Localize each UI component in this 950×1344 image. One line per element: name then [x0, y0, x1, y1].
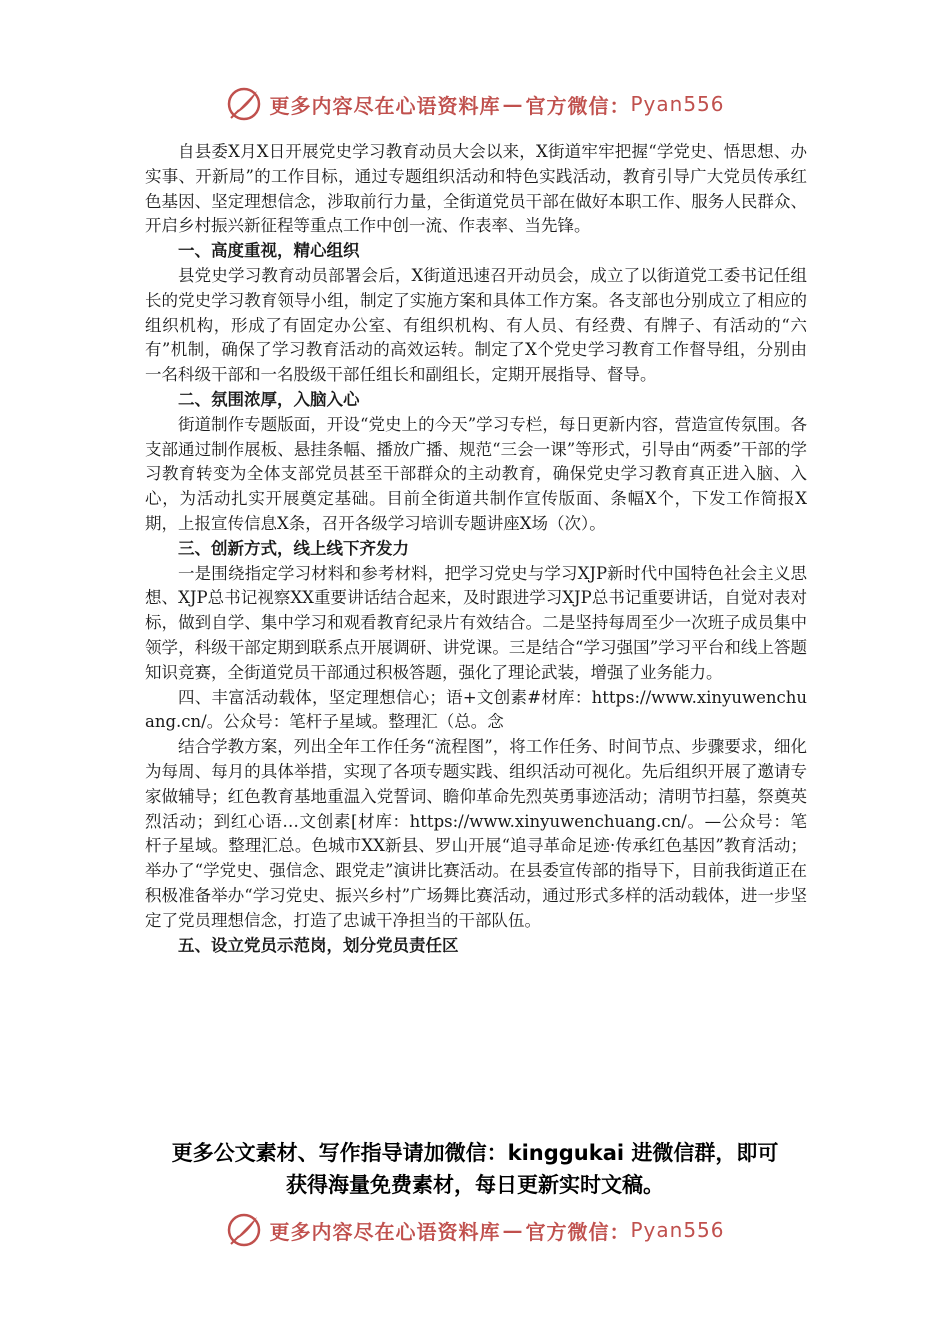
- section-2-paragraph: 街道制作专题版面，开设“党史上的今天”学习专栏，每日更新内容，营造宣传氛围。各支部通过制作展板、悬挂条幅、播放广播、规范“三会一课”等形式，引导由“两委”干部的学习教育转变为全体支部党员甚至干部群众的主动教育，确保党史学习教育真正进入脑、入心，为活动扎实开展奠定基础。目前全街道共制作宣传版面、条幅X个，下发工作简报X期，上报宣传信息X条，召开各级学习培训专题讲座X场（次）。: [145, 414, 807, 533]
- intro-paragraph: 自县委X月X日开展党史学习教育动员大会以来，X街道牢牢把握“学党史、悟思想、办实事、开新局”的工作目标，通过专题组织活动和特色实践活动，教育引导广大党员传承红色基因、坚定理想信念，涉取前行力量，全街道党员干部在做好本职工作、服务人民群众、开启乡村振兴新征程等重点工作中创一流、作表率、当先锋。: [145, 142, 807, 236]
- section-2-heading: 二、氛围浓厚，入脑入心: [178, 389, 360, 409]
- quill-logo-icon: [225, 85, 263, 123]
- banner-dash: —: [502, 1218, 524, 1242]
- promo-line-2: 获得海量免费素材，每日更新实时文稿。: [286, 1173, 664, 1197]
- section-3-heading: 三、创新方式，线上线下齐发力: [178, 538, 409, 558]
- document-body: [145, 140, 807, 958]
- promo-block: [120, 1137, 830, 1201]
- quill-logo-icon: [225, 1211, 263, 1249]
- promo-line-1: 更多公文素材、写作指导请加微信：kinggukai 进微信群，即可: [171, 1141, 779, 1165]
- section-3-paragraph: 一是围绕指定学习材料和参考材料，把学习党史与学习XJP新时代中国特色社会主义思想、XJP总书记视察XX重要讲话结合起来，及时跟进学习XJP总书记重要讲话，自觉对表对标，做到自学、集中学习和观看教育纪录片有效结合。二是坚持每周至少一次班子成员集中领学，科级干部定期到联系点开展调研、讲党课。三是结合“学习强国”学习平台和线上答题知识竞赛，全街道党员干部通过积极答题，强化了理论武装，增强了业务能力。: [145, 563, 807, 682]
- section-4-paragraph: 结合学教方案，列出全年工作任务“流程图”，将工作任务、时间节点、步骤要求，细化为每周、每月的具体举措，实现了各项专题实践、组织活动可视化。先后组织开展了邀请专家做辅导；红色教育基地重温入党誓词、瞻仰革命先烈英勇事迹活动；清明节扫墓，祭奠英烈活动；到红心语…文创素[材库：https://www.xinyuwenchuang.cn/。—公众号：笔杆子星域。整理汇总。色城市XX新县、罗山开展“追寻革命足迹·传承红色基因”教育活动；举办了“学党史、强信念、跟党走”演讲比赛活动。在县委宣传部的指导下，目前我街道正在积极准备举办“学习党史、振兴乡村”广场舞比赛活动，通过形式多样的活动载体，进一步坚定了党员理想信念，打造了忠诚干净担当的干部队伍。: [145, 737, 807, 930]
- section-1-heading: 一、高度重视，精心组织: [178, 241, 360, 261]
- section-4-heading: 四、丰富活动载体，坚定理想信心；语+文创素#材库：https://www.xinyuwenchuang.cn/。公众号：笔杆子星域。整理汇（总。念: [145, 687, 807, 732]
- section-5-heading: 五、设立党员示范岗，划分党员责任区: [178, 935, 459, 955]
- section-1-paragraph: 县党史学习教育动员部署会后，X街道迅速召开动员会，成立了以街道党工委书记任组长的党史学习教育领导小组，制定了实施方案和具体工作方案。各支部也分别成立了相应的组织机构，形成了有固定办公室、有组织机构、有人员、有经费、有牌子、有活动的“六有”机制，确保了学习教育活动的高效运转。制定了X个党史学习教育工作督导组，分别由一名科级干部和一名股级干部任组长和副组长，定期开展指导、督导。: [145, 265, 807, 385]
- footer-watermark-banner: [0, 1210, 950, 1250]
- banner-account: Pyan556: [630, 92, 725, 116]
- banner-suffix: 官方微信：: [525, 1219, 631, 1244]
- banner-main-text: 更多内容尽在心语资料库: [269, 1219, 501, 1244]
- banner-account: Pyan556: [630, 1218, 725, 1242]
- header-watermark-banner: [0, 84, 950, 124]
- banner-suffix: 官方微信：: [525, 93, 631, 118]
- banner-dash: —: [502, 92, 524, 116]
- banner-main-text: 更多内容尽在心语资料库: [269, 93, 501, 118]
